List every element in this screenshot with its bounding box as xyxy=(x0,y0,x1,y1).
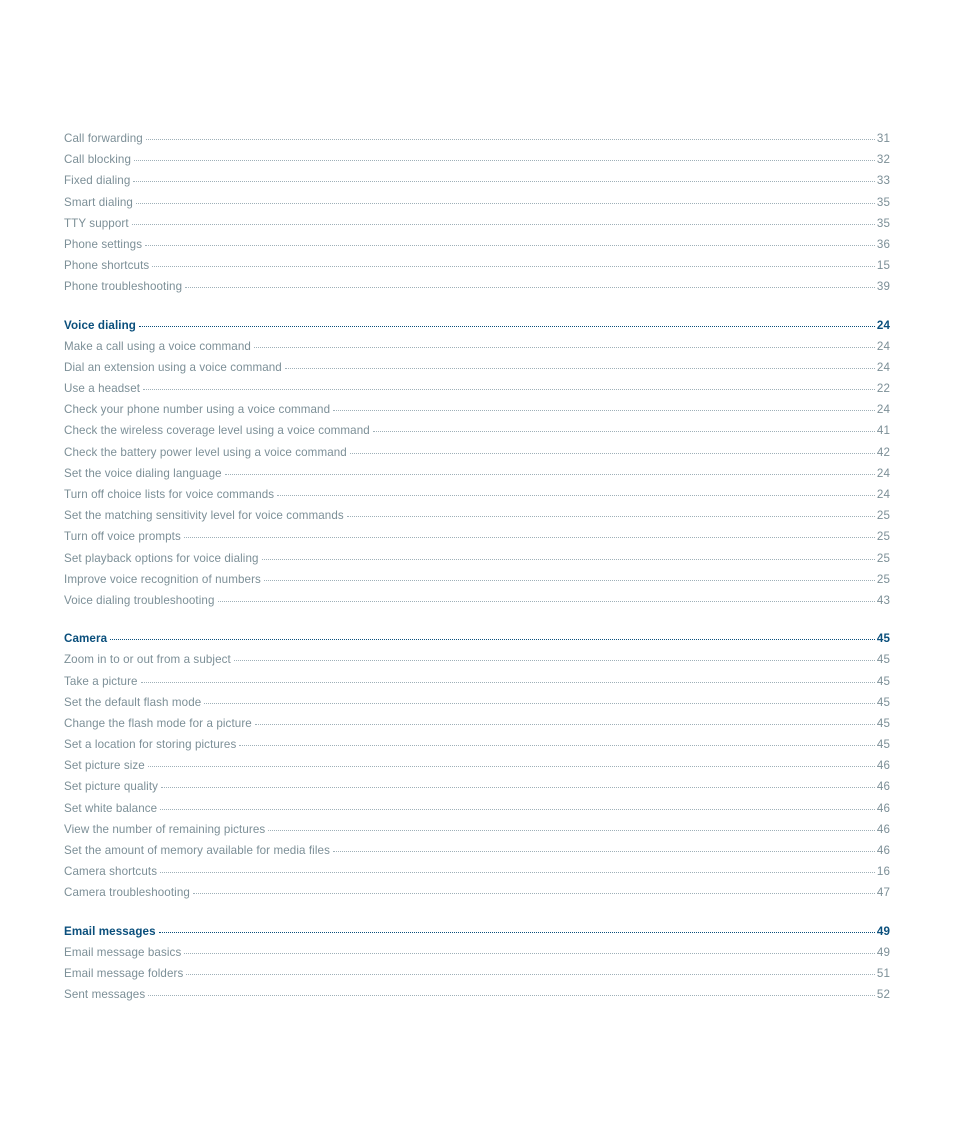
toc-entry[interactable] xyxy=(64,382,890,403)
toc-entry[interactable] xyxy=(64,424,890,445)
toc-entry-title: Turn off choice lists for voice commands xyxy=(64,488,275,501)
toc-entry-title: Set the matching sensitivity level for voice commands xyxy=(64,509,344,523)
toc-entry-page-number: 24 xyxy=(876,360,890,374)
toc-entry[interactable] xyxy=(64,573,890,594)
toc-entry-title: Take a picture xyxy=(64,674,138,688)
toc-entry[interactable] xyxy=(64,259,890,280)
toc-heading[interactable] xyxy=(64,632,890,653)
toc-entry[interactable] xyxy=(64,988,890,1009)
toc-entry-page-number: 24 xyxy=(876,466,890,480)
toc-entry-title: Check the wireless coverage level using a voice command xyxy=(64,424,370,438)
toc-entry-page-number: 45 xyxy=(876,674,890,688)
toc-entry-page-number: 46 xyxy=(876,844,890,857)
toc-entry-page-number: 35 xyxy=(876,195,890,209)
toc-entry-page-number: 51 xyxy=(876,966,890,980)
dot-leader xyxy=(161,787,875,788)
dot-leader xyxy=(225,474,875,475)
dot-leader xyxy=(160,872,875,873)
dot-leader xyxy=(373,431,875,432)
toc-entry-page-number: 22 xyxy=(876,382,890,396)
toc-entry[interactable] xyxy=(64,403,890,424)
toc-entry[interactable] xyxy=(64,153,890,174)
toc-entry-page-number: 43 xyxy=(876,593,890,607)
dot-leader xyxy=(268,830,875,831)
toc-entry[interactable] xyxy=(64,653,890,674)
dot-leader xyxy=(193,893,875,894)
toc-entry-page-number: 25 xyxy=(876,530,890,544)
toc-entry[interactable] xyxy=(64,488,890,509)
toc-entry-title: View the number of remaining pictures xyxy=(64,822,266,836)
toc-entry[interactable] xyxy=(64,340,890,361)
toc-heading-page-number: 49 xyxy=(876,924,890,938)
toc-entry-page-number: 42 xyxy=(876,445,890,459)
dot-leader xyxy=(218,601,875,602)
toc-entry-title: Set playback options for voice dialing xyxy=(64,551,259,565)
toc-entry-title: Email message basics xyxy=(64,945,182,959)
toc-entry-page-number: 49 xyxy=(876,945,890,959)
dot-leader xyxy=(347,516,875,517)
dot-leader xyxy=(136,203,875,204)
toc-entry[interactable] xyxy=(64,675,890,696)
toc-entry-page-number: 46 xyxy=(876,759,890,773)
toc-entry[interactable] xyxy=(64,467,890,488)
toc-entry-page-number: 46 xyxy=(876,801,890,815)
toc-entry-title: Change the flash mode for a picture xyxy=(64,716,252,730)
toc-entry-title: Sent messages xyxy=(64,988,146,1002)
dot-leader xyxy=(139,326,875,327)
toc-entry-page-number: 25 xyxy=(876,509,890,523)
toc-entry-title: Fixed dialing xyxy=(64,174,131,188)
toc-section xyxy=(64,319,890,616)
toc-entry-title: Check your phone number using a voice command xyxy=(64,403,331,417)
toc-entry-page-number: 46 xyxy=(876,780,890,794)
toc-entry-title: Phone settings xyxy=(64,237,143,251)
dot-leader xyxy=(133,181,875,182)
toc-entry-title: Phone troubleshooting xyxy=(64,280,183,294)
dot-leader xyxy=(132,224,875,225)
toc-heading[interactable] xyxy=(64,319,890,340)
toc-entry-title: Set white balance xyxy=(64,801,158,815)
dot-leader xyxy=(146,139,875,140)
dot-leader xyxy=(350,453,875,454)
toc-entry[interactable] xyxy=(64,530,890,551)
toc-entry-title: Turn off voice prompts xyxy=(64,530,181,544)
toc-entry[interactable] xyxy=(64,967,890,988)
dot-leader xyxy=(333,410,875,411)
toc-entry-page-number: 33 xyxy=(876,174,890,188)
toc-heading-page-number: 24 xyxy=(876,318,890,332)
dot-leader xyxy=(184,537,875,538)
toc-entry-title: Call blocking xyxy=(64,153,132,167)
dot-leader xyxy=(159,932,875,933)
toc-entry[interactable] xyxy=(64,823,890,844)
toc-entry[interactable] xyxy=(64,886,890,907)
toc-entry[interactable] xyxy=(64,552,890,573)
dot-leader xyxy=(141,682,875,683)
dot-leader xyxy=(262,559,875,560)
toc-entry[interactable] xyxy=(64,132,890,153)
toc-entry[interactable] xyxy=(64,780,890,801)
table-of-contents xyxy=(64,132,890,1009)
toc-entry-title: Voice dialing troubleshooting xyxy=(64,593,215,607)
toc-entry-page-number: 41 xyxy=(876,424,890,438)
toc-heading-title: Voice dialing xyxy=(64,318,136,332)
toc-section xyxy=(64,925,890,1010)
toc-entry-page-number: 47 xyxy=(876,886,890,900)
toc-entry-page-number: 52 xyxy=(876,988,890,1002)
dot-leader xyxy=(110,639,875,640)
toc-entry[interactable] xyxy=(64,361,890,382)
toc-entry-title: Improve voice recognition of numbers xyxy=(64,572,261,586)
toc-entry-title: Set the amount of memory available for media files xyxy=(64,844,330,857)
toc-entry-page-number: 45 xyxy=(876,716,890,730)
dot-leader xyxy=(264,580,875,581)
toc-entry[interactable] xyxy=(64,802,890,823)
toc-entry-page-number: 16 xyxy=(876,865,890,879)
toc-entry-title: Set picture quality xyxy=(64,780,159,794)
toc-entry-title: Set a location for storing pictures xyxy=(64,738,237,752)
toc-entry-title: Make a call using a voice command xyxy=(64,339,251,353)
toc-entry[interactable] xyxy=(64,446,890,467)
toc-entry-title: Email message folders xyxy=(64,966,184,980)
dot-leader xyxy=(148,995,875,996)
toc-entry-title: Phone shortcuts xyxy=(64,259,150,273)
dot-leader xyxy=(186,974,875,975)
dot-leader xyxy=(255,724,875,725)
dot-leader xyxy=(160,809,875,810)
toc-entry[interactable] xyxy=(64,865,890,886)
dot-leader xyxy=(143,389,875,390)
dot-leader xyxy=(184,953,875,954)
toc-entry[interactable] xyxy=(64,196,890,217)
toc-entry-page-number: 25 xyxy=(876,551,890,565)
toc-entry[interactable] xyxy=(64,280,890,301)
dot-leader xyxy=(277,495,875,496)
toc-entry-page-number: 45 xyxy=(876,738,890,752)
dot-leader xyxy=(234,660,875,661)
toc-entry-page-number: 45 xyxy=(876,695,890,709)
section-gap xyxy=(64,908,890,925)
toc-heading[interactable] xyxy=(64,925,890,946)
section-gap xyxy=(64,615,890,632)
dot-leader xyxy=(254,347,875,348)
toc-entry-title: Zoom in to or out from a subject xyxy=(64,653,231,667)
toc-heading-page-number: 45 xyxy=(876,632,890,646)
dot-leader xyxy=(134,160,875,161)
toc-entry[interactable] xyxy=(64,738,890,759)
toc-entry[interactable] xyxy=(64,217,890,238)
toc-entry-page-number: 36 xyxy=(876,237,890,251)
toc-entry-title: Use a headset xyxy=(64,382,141,396)
toc-entry-page-number: 24 xyxy=(876,339,890,353)
toc-entry[interactable] xyxy=(64,717,890,738)
toc-entry[interactable] xyxy=(64,594,890,615)
dot-leader xyxy=(145,245,875,246)
toc-entry-title: Camera shortcuts xyxy=(64,865,158,879)
toc-heading-title: Email messages xyxy=(64,924,156,938)
toc-entry[interactable] xyxy=(64,174,890,195)
toc-entry-title: Dial an extension using a voice command xyxy=(64,360,282,374)
dot-leader xyxy=(333,851,875,852)
dot-leader xyxy=(185,287,875,288)
dot-leader xyxy=(148,766,875,767)
toc-entry-title: Smart dialing xyxy=(64,195,133,209)
toc-entry[interactable] xyxy=(64,238,890,259)
toc-entry-page-number: 35 xyxy=(876,216,890,230)
toc-entry[interactable] xyxy=(64,696,890,717)
toc-heading-title: Camera xyxy=(64,632,108,646)
dot-leader xyxy=(204,703,875,704)
toc-entry-title: Set the default flash mode xyxy=(64,695,202,709)
toc-entry-title: Check the battery power level using a voice command xyxy=(64,445,347,459)
toc-entry[interactable] xyxy=(64,759,890,780)
toc-entry-title: Call forwarding xyxy=(64,132,143,145)
dot-leader xyxy=(239,745,875,746)
toc-entry-page-number: 45 xyxy=(876,653,890,667)
toc-section xyxy=(64,132,890,302)
toc-entry-title: Set the voice dialing language xyxy=(64,466,222,480)
toc-entry-page-number: 32 xyxy=(876,153,890,167)
toc-entry[interactable] xyxy=(64,946,890,967)
toc-entry-title: TTY support xyxy=(64,216,129,230)
toc-entry[interactable] xyxy=(64,509,890,530)
toc-entry[interactable] xyxy=(64,844,890,865)
toc-entry-title: Set picture size xyxy=(64,759,145,773)
dot-leader xyxy=(285,368,875,369)
toc-entry-page-number: 24 xyxy=(876,403,890,417)
toc-entry-page-number: 24 xyxy=(876,488,890,501)
toc-entry-page-number: 39 xyxy=(876,280,890,294)
section-gap xyxy=(64,302,890,319)
toc-entry-page-number: 25 xyxy=(876,572,890,586)
toc-section xyxy=(64,632,890,907)
toc-entry-page-number: 15 xyxy=(876,259,890,273)
toc-entry-page-number: 31 xyxy=(876,132,890,145)
toc-entry-title: Camera troubleshooting xyxy=(64,886,190,900)
toc-entry-page-number: 46 xyxy=(876,822,890,836)
dot-leader xyxy=(152,266,875,267)
